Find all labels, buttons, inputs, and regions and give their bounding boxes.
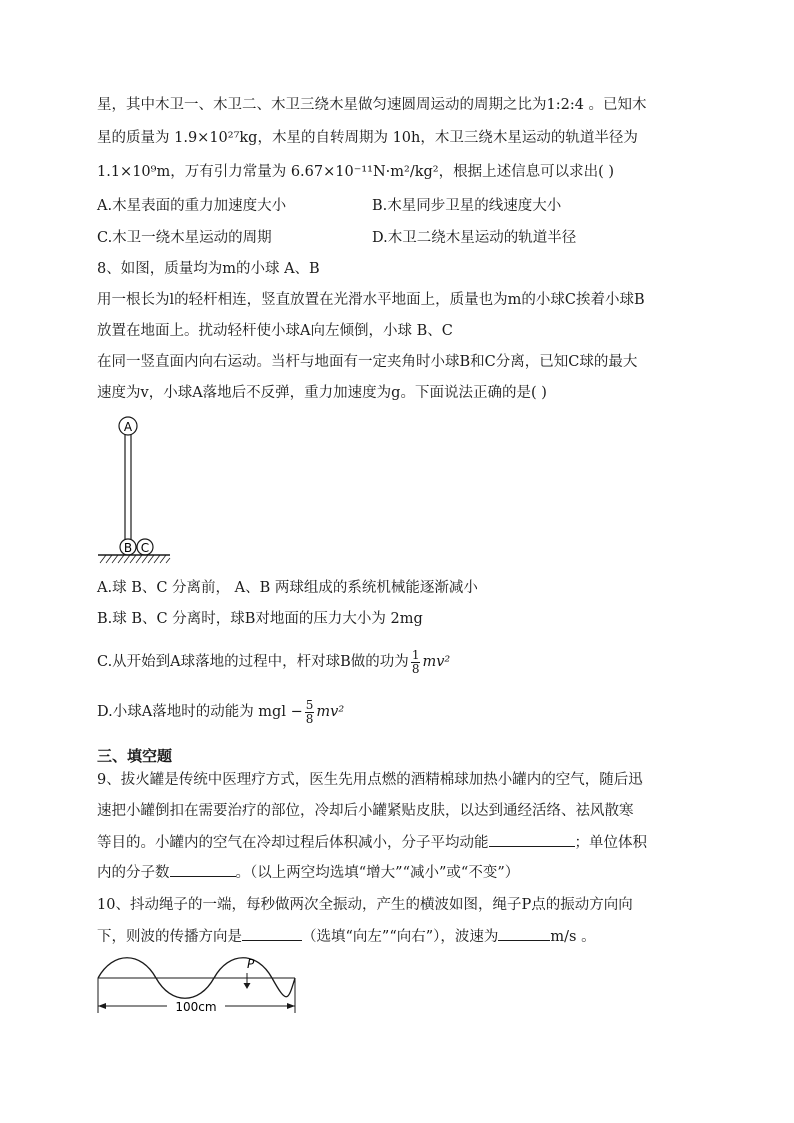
answer-blank-kinetic-energy[interactable] (489, 832, 575, 847)
q10-line-2-text: 下，则波的传播方向是 (97, 929, 242, 945)
q9-text-line-3 (97, 832, 647, 853)
q8-option-c-text: C.从开始到A球落地的过程中，杆对球B做的功为 (97, 654, 409, 670)
q8-option-b: B.球 B、C 分离时，球B对地面的压力大小为 2mg (97, 611, 423, 627)
q8-option-a: A.球 B、C 分离前， A、B 两球组成的系统机械能逐渐减小 (97, 580, 478, 596)
q8-option-d-text: D.小球A落地时的动能为 mgl − (97, 704, 303, 720)
q7-option-a: A.木星表面的重力加速度大小 (97, 198, 287, 214)
q7-text-line-1: 星，其中木卫一、木卫二、木卫三绕木星做匀速圆周运动的周期之比为1:2:4 。已知木 (97, 97, 647, 113)
ball-b-label: B (123, 541, 133, 555)
answer-blank-wave-speed[interactable] (498, 926, 550, 941)
q7-option-d: D.木卫二绕木星运动的轨道半径 (372, 230, 577, 246)
ball-a-label: A (123, 420, 133, 434)
q7-option-c: C.木卫一绕木星运动的周期 (97, 230, 272, 246)
q10-line-2-mid: （选填“向左”“向右”），波速为 (302, 929, 499, 945)
section-title-fill-in: 三、填空题 (97, 747, 173, 765)
q9-text-line-1: 9、拔火罐是传统中医理疗方式，医生先用点燃的酒精棉球加热小罐内的空气，随后迅 (97, 772, 643, 788)
fraction-one-eighth: $\frac{1}{8}$ (411, 647, 420, 676)
q8-option-d (97, 694, 344, 730)
q7-text-line-2: 星的质量为 1.9×10²⁷kg，木星的自转周期为 10h，木卫三绕木星运动的轨道半径为 (97, 130, 638, 146)
q8-text-line-2: 用一根长为l的轻杆相连，竖直放置在光滑水平地面上，质量也为m的小球C挨着小球B (97, 292, 645, 308)
rod-ball-figure (95, 412, 175, 567)
q9-line-3-text: 等目的。小罐内的空气在冷却过程后体积减小，分子平均动能 (97, 835, 489, 851)
q9-line-3-tail: ；单位体积 (574, 835, 647, 851)
wavelength-length-label: 100cm (175, 1000, 217, 1014)
q10-line-2-tail: m/s 。 (550, 929, 596, 945)
q8-option-c (97, 644, 450, 680)
answer-blank-molecule-count[interactable] (170, 862, 236, 877)
q7-option-b: B.木星同步卫星的线速度大小 (372, 198, 562, 214)
answer-blank-direction[interactable] (242, 926, 302, 941)
q9-line-4-text: 内的分子数 (97, 865, 170, 881)
q8-text-line-3: 放置在地面上。扰动轻杆使小球A向左倾倒，小球 B、C (97, 323, 453, 339)
q10-text-line-1: 10、抖动绳子的一端，每秒做两次全振动，产生的横波如图，绳子P点的振动方向向 (97, 897, 633, 913)
transverse-wave-figure (95, 955, 305, 1020)
q9-text-line-4 (97, 862, 519, 883)
q8-text-line-5: 速度为v，小球A落地后不反弹，重力加速度为g。下面说法正确的是( ) (97, 385, 547, 401)
q9-line-4-tail: 。（以上两空均选填“增大”“减小”或“不变”） (235, 865, 520, 881)
q7-text-line-3: 1.1×10⁹m，万有引力常量为 6.67×10⁻¹¹N·m²/kg²，根据上述信息可以求出( ) (97, 164, 615, 180)
q9-text-line-2: 速把小罐倒扣在需要治疗的部位，冷却后小罐紧贴皮肤，以达到通经活络、祛风散寒 (97, 803, 634, 819)
q8-text-line-1: 8、如图，质量均为m的小球 A、B (97, 261, 320, 277)
ball-c-label: C (140, 541, 150, 555)
q8-text-line-4: 在同一竖直面内向右运动。当杆与地面有一定夹角时小球B和C分离，已知C球的最大 (97, 354, 638, 370)
q8-option-c-expr: mv² (422, 654, 451, 670)
q10-text-line-2 (97, 926, 596, 947)
point-p-label: P (247, 957, 255, 971)
q8-option-d-expr: mv² (316, 704, 345, 720)
fraction-five-eighths: $\frac{5}{8}$ (305, 697, 314, 726)
